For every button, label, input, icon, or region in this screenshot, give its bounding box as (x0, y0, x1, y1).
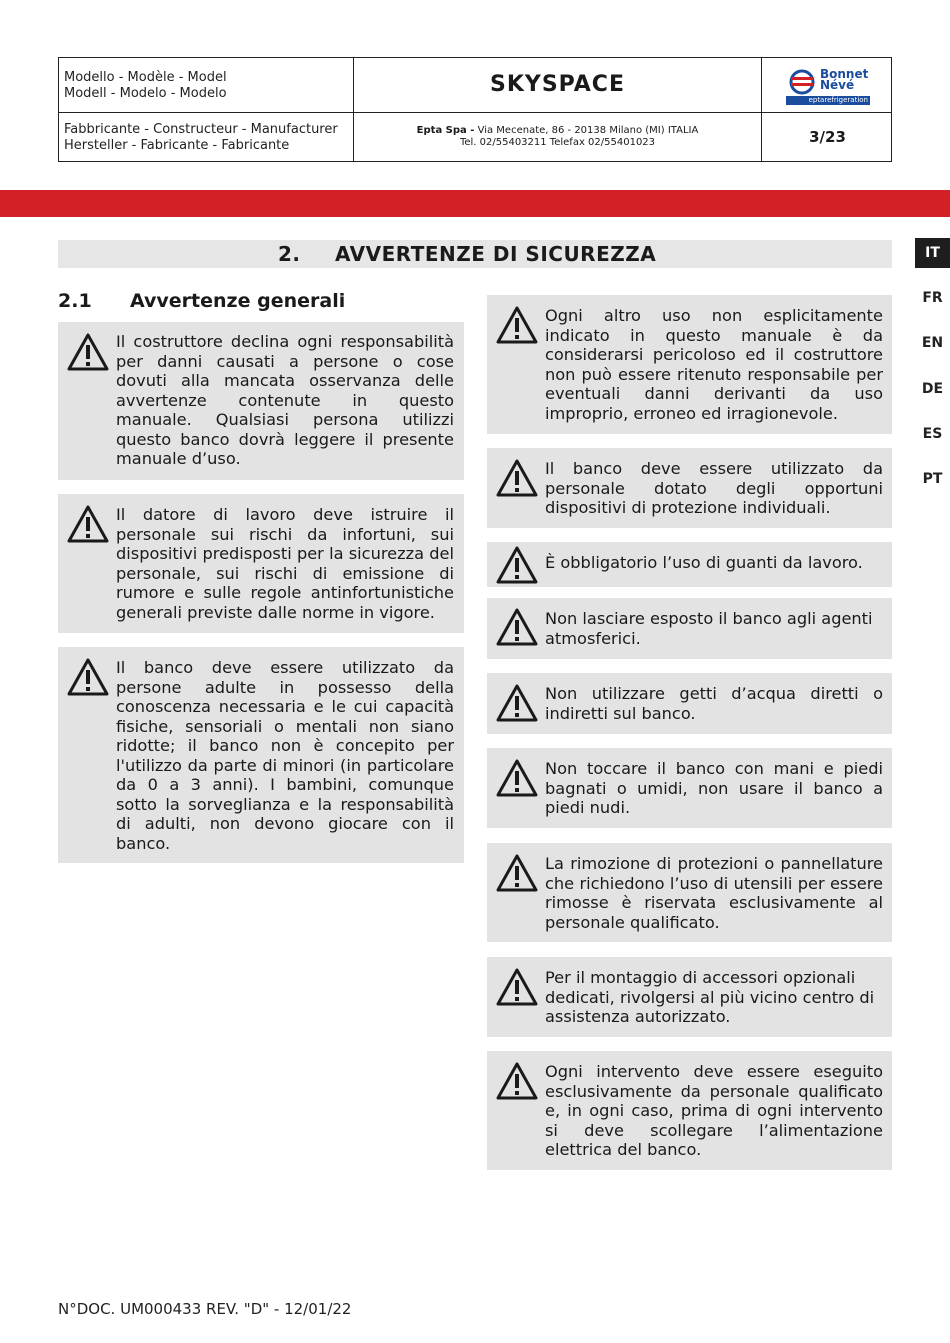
logo-text-line-1: Bonnet (820, 67, 869, 81)
manufacturer-label-line-1: Fabbricante - Constructeur - Manufacturer (64, 122, 338, 137)
warning-box (487, 957, 892, 1037)
product-name: SKYSPACE (490, 72, 625, 97)
language-tab-de[interactable]: DE (921, 381, 944, 397)
warning-triangle-icon (66, 332, 110, 372)
warning-triangle-icon (66, 504, 110, 544)
language-tab-fr[interactable]: FR (922, 290, 943, 306)
warning-triangle-icon (495, 545, 539, 585)
warning-text: Ogni altro uso non esplicitamente indicato in questo manuale è da considerarsi pericoloso ed il costruttore non può essere ritenuto responsabile per eventuali danni derivanti da uso improprio, erroneo ed irragionevole. (545, 306, 883, 423)
warning-box (487, 843, 892, 942)
red-band (0, 190, 950, 217)
warning-box (58, 322, 464, 480)
warning-box (487, 598, 892, 659)
warning-triangle-icon (495, 305, 539, 345)
warning-triangle-icon (495, 683, 539, 723)
model-label-line-2: Modell - Modelo - Modelo (64, 86, 227, 101)
logo-mark-icon (788, 68, 818, 96)
language-tab-es[interactable]: ES (922, 426, 943, 442)
document-header (58, 57, 892, 162)
warning-text: Il banco deve essere utilizzato da persone adulte in possesso della conoscenza necessaria e le cui capacità fisiche, sensoriali o mentali non siano ridotte; il banco non è concepito per l'utilizzo da parte di minori (in particolare da 0 a 3 anni). I bambini, comunque sotto la sorveglianza e la responsabilità di adulti, non devono giocare con il banco. (116, 658, 454, 853)
brand-logo (762, 58, 893, 112)
section-title: AVVERTENZE DI SICUREZZA (335, 242, 657, 266)
warning-box (487, 448, 892, 528)
logo-tagline: eptarefrigeration (786, 96, 870, 105)
warning-box (58, 494, 464, 633)
warning-triangle-icon (495, 607, 539, 647)
warning-text: Il costruttore declina ogni responsabilità per danni causati a persone o cose dovuti alla mancata osservanza delle avvertenze contenute in questo manuale. Qualsiasi persona utilizzi questo banco dovrà leggere il presente manuale d’uso. (116, 332, 454, 468)
language-tab-pt[interactable]: PT (922, 471, 943, 487)
section-number: 2. (278, 242, 301, 266)
warning-triangle-icon (495, 758, 539, 798)
manufacturer-label-line-2: Hersteller - Fabricante - Fabricante (64, 138, 290, 153)
subsection-title: Avvertenze generali (130, 290, 346, 312)
model-label (64, 70, 349, 102)
warning-text: Non toccare il banco con mani e piedi bagnati o umidi, non usare il banco a piedi nudi. (545, 759, 883, 817)
warning-box (487, 1051, 892, 1170)
warning-triangle-icon (495, 967, 539, 1007)
company-contacts: Tel. 02/55403211 Telefax 02/55401023 (459, 137, 656, 148)
warning-box (487, 295, 892, 434)
company-info (354, 125, 761, 149)
warning-triangle-icon (495, 1061, 539, 1101)
subsection-number: 2.1 (58, 290, 92, 312)
warning-text: La rimozione di protezioni o pannellature che richiedono l’uso di utensili per essere rimosse è riservata esclusivamente al personale qualificato. (545, 854, 883, 932)
warning-box (487, 542, 892, 587)
manufacturer-label (64, 122, 349, 154)
warning-triangle-icon (495, 853, 539, 893)
warning-text: Non utilizzare getti d’acqua diretti o indiretti sul banco. (545, 684, 883, 723)
logo-text-line-2: Névé (820, 78, 855, 92)
company-name: Epta Spa - (416, 125, 475, 136)
warning-text: È obbligatorio l’uso di guanti da lavoro. (545, 553, 863, 572)
page-number: 3/23 (809, 128, 846, 146)
warning-text: Il datore di lavoro deve istruire il personale sui rischi da infortuni, sui dispositivi predisposti per la sicurezza del personale, sui rischi di emissione di rumore e sulle regole antinfortunistiche generali previste dalle norme in vigore. (116, 505, 454, 622)
warning-text: Per il montaggio di accessori opzionali dedicati, rivolgersi al più vicino centro di assistenza autorizzato. (545, 968, 875, 1026)
warning-box (487, 748, 892, 828)
warning-box (58, 647, 464, 863)
model-label-line-1: Modello - Modèle - Model (64, 70, 227, 85)
warning-box (487, 673, 892, 734)
warning-text: Il banco deve essere utilizzato da personale dotato degli opportuni dispositivi di protezione individuali. (545, 459, 883, 517)
warning-triangle-icon (66, 657, 110, 697)
warning-text: Ogni intervento deve essere eseguito esclusivamente da personale qualificato e, in ogni caso, prima di ogni intervento si deve scollegare l’alimentazione elettrica del banco. (545, 1062, 883, 1159)
warning-text: Non lasciare esposto il banco agli agenti atmosferici. (545, 609, 873, 648)
language-tab-it[interactable]: IT (915, 238, 950, 268)
warning-triangle-icon (495, 458, 539, 498)
language-tab-en[interactable]: EN (921, 335, 944, 351)
company-street: Via Mecenate, 86 - 20138 Milano (MI) ITALIA (474, 125, 699, 136)
divider (59, 112, 891, 113)
company-address (354, 125, 761, 137)
section-heading (58, 240, 892, 268)
document-reference: N°DOC. UM000433 REV. "D" - 12/01/22 (58, 1300, 352, 1318)
